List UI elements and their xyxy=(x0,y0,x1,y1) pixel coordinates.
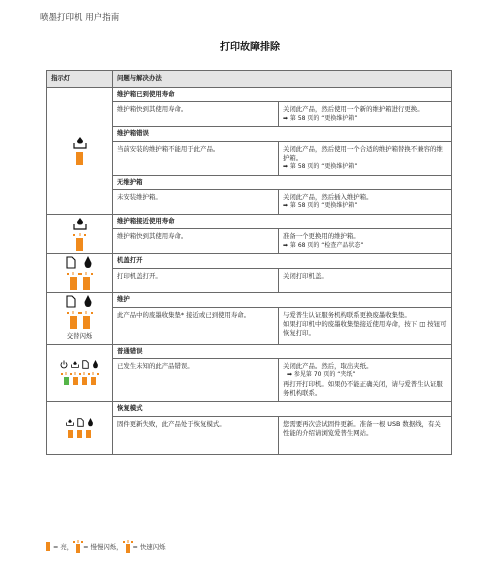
maintenance-box-icon xyxy=(73,137,87,149)
maintenance-box-icon xyxy=(71,360,79,369)
row-title: 无维护箱 xyxy=(113,175,452,189)
led-on xyxy=(68,430,73,438)
indicator-maintenance-pad xyxy=(47,293,113,344)
row-solution: 关闭此产品，然后插入维护箱。 ➡ 第 58 页的 “更换维护箱” xyxy=(279,190,452,215)
row-problem: 维护箱快到其使用寿命。 xyxy=(113,229,279,254)
alternate-flash-note: 交替闪烁 xyxy=(66,332,93,341)
led-fast-flash xyxy=(91,377,96,385)
led-fast-flash xyxy=(82,377,87,385)
row-title: 维护 xyxy=(113,293,452,307)
row-solution: 准备一个更换用的维护箱。 ➡ 第 68 页的 “检查产品状态” xyxy=(279,229,452,254)
paper-icon xyxy=(66,295,76,308)
page-title: 打印故障排除 xyxy=(220,42,280,53)
led-fast-flash xyxy=(70,277,77,290)
led-slow-flash xyxy=(76,238,83,251)
row-solution: 与爱普生认证服务机构联系更换废墨收集垫。 如果打印机中的废墨收集垫接近使用寿命，按下 ◫ 按钮可恢复打印。 xyxy=(279,307,452,344)
troubleshooting-table xyxy=(46,70,452,455)
row-problem: 固件更新失败，此产品处于恢复模式。 xyxy=(113,416,279,454)
maintenance-box-icon xyxy=(73,218,87,230)
led-fast-flash xyxy=(73,377,78,385)
power-icon xyxy=(60,360,68,369)
row-problem: 当前安装的维护箱不能用于此产品。 xyxy=(113,141,279,175)
ink-drop-icon xyxy=(83,256,93,269)
row-solution: 关闭此产品。然后，取出夹纸。 ➡ 参见第 70 页的 “夹纸” 再打开打印机。如果仍不能正确关闭，请与爱普生认证服务机构联系。 xyxy=(279,358,452,402)
led-legend xyxy=(46,540,165,553)
row-problem: 打印机盖打开。 xyxy=(113,268,279,293)
led-fast-flash xyxy=(70,316,77,329)
legend-slow-label: = 慢慢闪烁， xyxy=(83,543,123,551)
running-header: 喷墨打印机 用户指南 xyxy=(40,13,120,23)
col-header-indicator: 指示灯 xyxy=(47,71,113,88)
row-solution: 关闭此产品，然后使用一个合适的维护箱替换不兼容的维护箱。 ➡ 第 58 页的 “更换维护箱” xyxy=(279,141,452,175)
led-fast-flash xyxy=(83,277,90,290)
row-problem: 未安装维护箱。 xyxy=(113,190,279,215)
indicator-recovery-mode xyxy=(47,402,113,454)
row-solution: 您需要再次尝试固件更新。准备一根 USB 数据线，有关性能的介绍请浏览爱普生网站。 xyxy=(279,416,452,454)
led-on xyxy=(77,430,82,438)
indicator-maintenance-box xyxy=(47,88,113,215)
row-solution: 关闭此产品，然后使用一个新的维护箱进行更换。 ➡ 第 58 页的 “更换维护箱” xyxy=(279,102,452,127)
row-title: 普通错误 xyxy=(113,344,452,358)
row-solution: 关闭打印机盖。 xyxy=(279,268,452,293)
led-fast-flash-green xyxy=(64,377,69,385)
paper-icon xyxy=(77,418,84,427)
led-on xyxy=(86,430,91,438)
row-problem: 维护箱快到其使用寿命。 xyxy=(113,102,279,127)
row-title: 机盖打开 xyxy=(113,254,452,268)
row-title: 恢复模式 xyxy=(113,402,452,416)
row-problem: 已发生未知的此产品错误。 xyxy=(113,358,279,402)
led-on xyxy=(76,152,83,165)
led-fast-flash xyxy=(83,316,90,329)
indicator-general-error xyxy=(47,344,113,402)
row-title: 维护箱错误 xyxy=(113,127,452,141)
col-header-solution: 问题与解决办法 xyxy=(113,71,452,88)
maintenance-box-icon xyxy=(66,418,74,427)
paper-icon xyxy=(82,360,89,369)
ink-drop-icon xyxy=(92,360,99,369)
legend-on-label: = 亮， xyxy=(53,543,74,551)
row-title: 维护箱接近使用寿命 xyxy=(113,215,452,229)
indicator-cover-open xyxy=(47,254,113,293)
ink-drop-icon xyxy=(83,295,93,308)
legend-led-on xyxy=(46,542,50,551)
indicator-maintenance-near-end xyxy=(47,215,113,254)
row-problem: 此产品中的废墨收集垫* 接近或已到使用寿命。 xyxy=(113,307,279,344)
legend-led-fast xyxy=(126,544,130,553)
paper-icon xyxy=(66,256,76,269)
row-title: 维护箱已到使用寿命 xyxy=(113,88,452,102)
ink-drop-icon xyxy=(87,418,94,427)
legend-led-slow xyxy=(76,544,80,553)
legend-fast-label: = 快速闪烁 xyxy=(132,543,166,551)
